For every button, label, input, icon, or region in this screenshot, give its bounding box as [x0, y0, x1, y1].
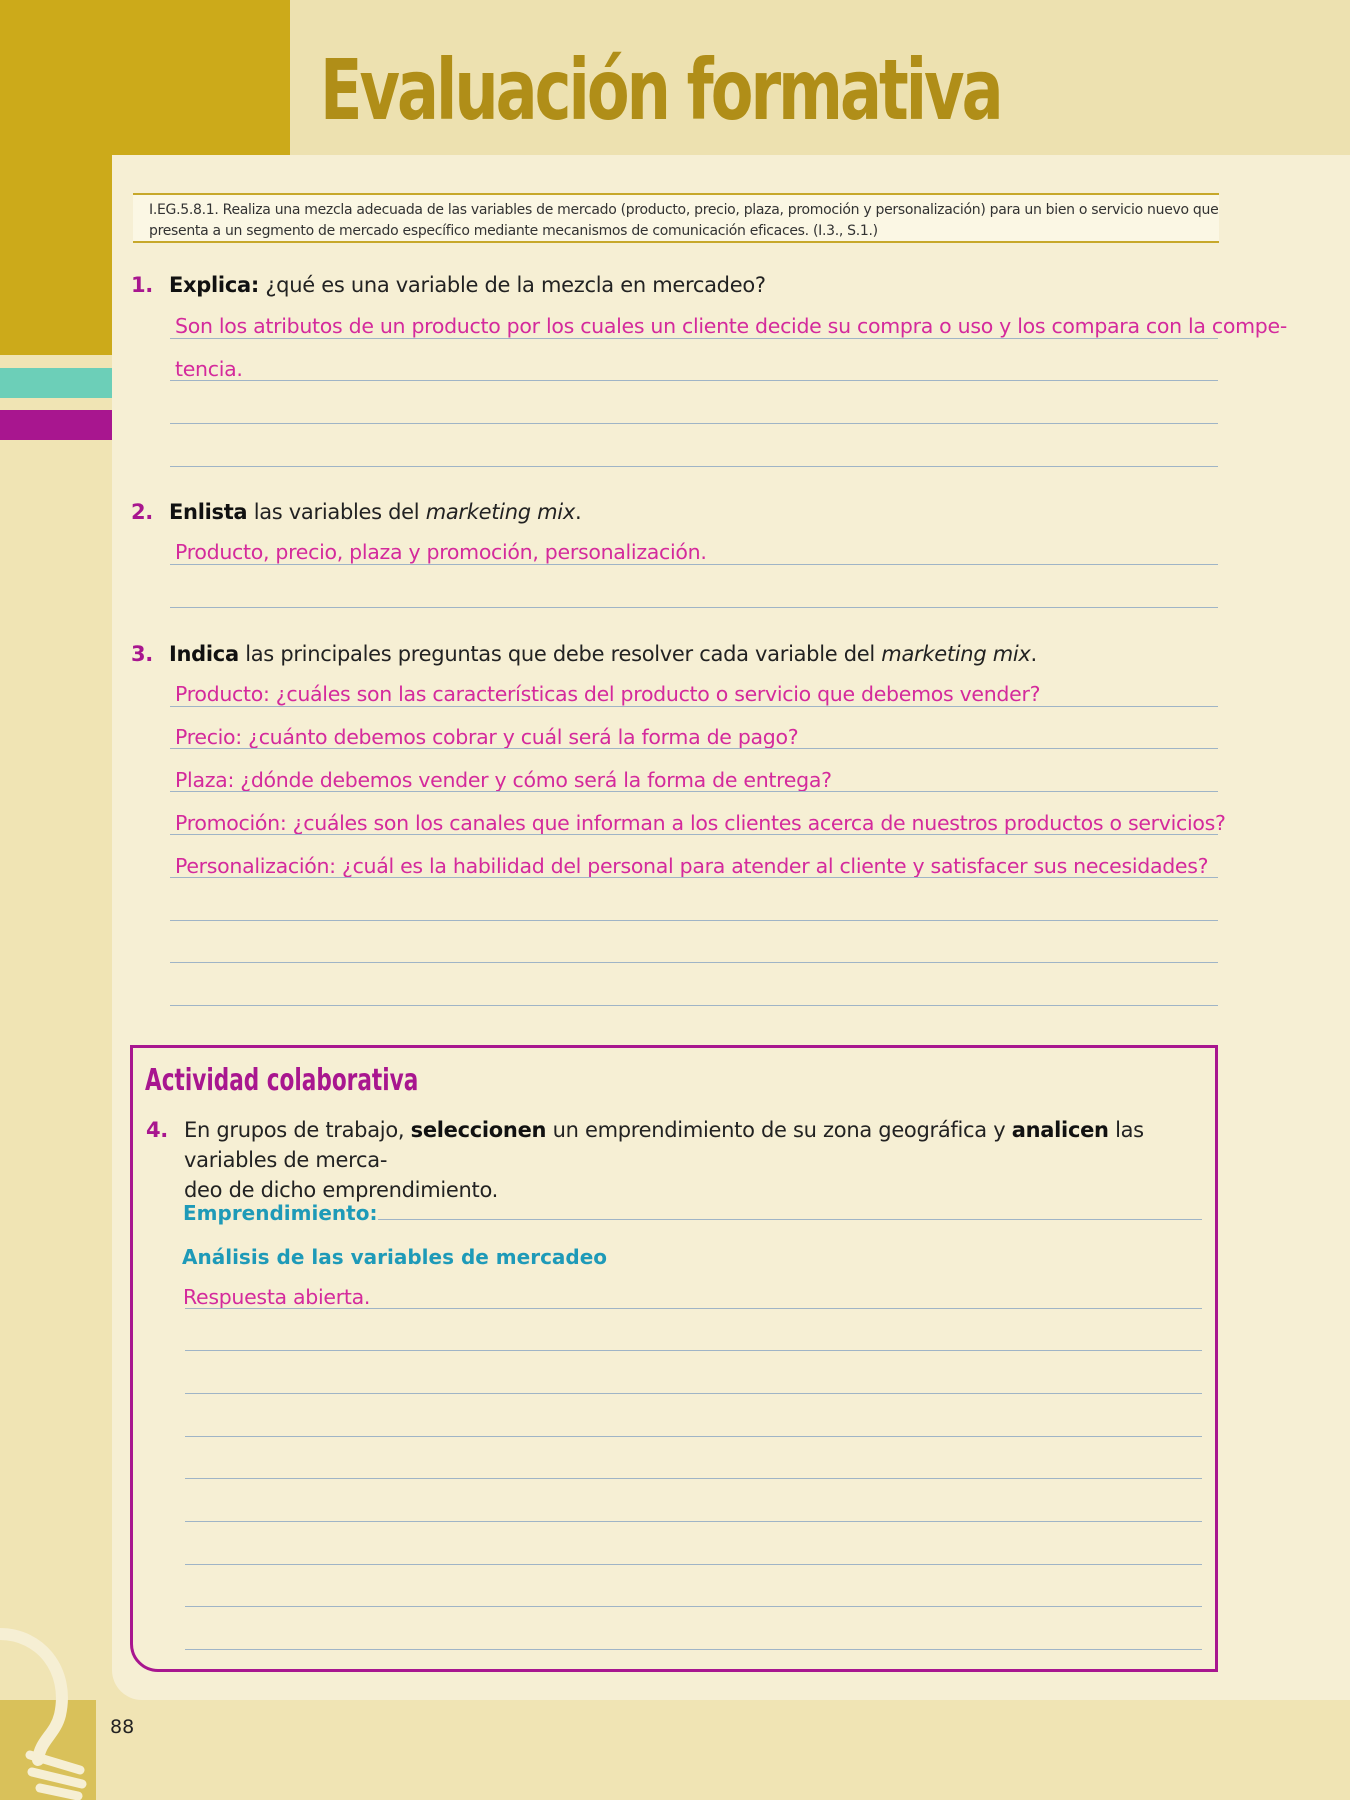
writing-line — [170, 834, 1218, 835]
evaluation-criteria — [133, 193, 1219, 243]
writing-line[interactable] — [185, 1393, 1202, 1394]
writing-line[interactable] — [185, 1564, 1202, 1565]
writing-line[interactable] — [185, 1308, 1202, 1309]
writing-line — [170, 380, 1218, 381]
page-title: Evaluación formativa — [320, 41, 1001, 139]
question-verb: Enlista — [169, 500, 248, 524]
question-verb: seleccionen — [410, 1118, 547, 1142]
text-segment: las variables de merca- — [184, 1118, 1144, 1172]
question-end: . — [574, 500, 582, 524]
answer-line: Producto: ¿cuáles son las características del producto o servicio que debemos vender? — [175, 682, 1041, 706]
writing-line — [170, 962, 1218, 963]
answer-line: Plaza: ¿dónde debemos vender y cómo será la forma de entrega? — [175, 768, 832, 792]
question-1 — [131, 273, 766, 297]
answer-line: Precio: ¿cuánto debemos cobrar y cuál será la forma de pago? — [175, 725, 799, 749]
text-segment: un emprendimiento de su zona geográfica y — [546, 1118, 1012, 1142]
writing-line[interactable] — [185, 1521, 1202, 1522]
writing-line — [170, 338, 1218, 339]
answer-line: Promoción: ¿cuáles son los canales que informan a los clientes acerca de nuestros productos o servicios? — [175, 811, 1226, 835]
question-number: 2. — [131, 500, 153, 524]
answer-line: Son los atributos de un producto por los cuales un cliente decide su compra o uso y los compara con la compe- — [175, 314, 1287, 338]
writing-line — [170, 564, 1218, 565]
question-text: las variables del — [247, 500, 426, 524]
question-verb: Indica — [169, 642, 239, 666]
question-italic: marketing mix — [881, 642, 1031, 666]
lightbulb-icon — [0, 1620, 100, 1800]
question-text: ¿qué es una variable de la mezcla en mercadeo? — [258, 273, 766, 297]
writing-line — [170, 1005, 1218, 1006]
text-segment: En grupos de trabajo, — [184, 1118, 411, 1142]
text-segment: deo de dicho emprendimiento. — [184, 1178, 499, 1202]
question-verb: Explica: — [169, 273, 259, 297]
emprendimiento-writing-line[interactable] — [378, 1219, 1202, 1220]
answer-line: tencia. — [175, 357, 243, 381]
question-verb: analicen — [1011, 1118, 1109, 1142]
question-2 — [131, 500, 581, 524]
magenta-accent-bar — [0, 410, 112, 440]
writing-line — [170, 466, 1218, 467]
answer-line: Personalización: ¿cuál es la habilidad del personal para atender al cliente y satisfacer sus necesidades? — [175, 854, 1209, 878]
writing-line[interactable] — [185, 1649, 1202, 1650]
writing-line — [170, 423, 1218, 424]
analysis-label: Análisis de las variables de mercadeo — [182, 1245, 608, 1269]
writing-line[interactable] — [185, 1606, 1202, 1607]
answer-line: Producto, precio, plaza y promoción, personalización. — [175, 540, 707, 564]
writing-line — [170, 877, 1218, 878]
question-3 — [131, 642, 1037, 666]
question-number: 4. — [146, 1118, 168, 1142]
page-number: 88 — [110, 1716, 135, 1738]
writing-line[interactable] — [185, 1478, 1202, 1479]
teal-accent-bar — [0, 368, 112, 398]
question-italic: marketing mix — [425, 500, 575, 524]
question-end: . — [1030, 642, 1037, 666]
writing-line — [170, 706, 1218, 707]
collaborative-activity-title: Actividad colaborativa — [145, 1063, 419, 1098]
criteria-line-2: presenta a un segmento de mercado específico mediante mecanismos de comunicación eficaces. (I.3., S.1.) — [149, 223, 878, 239]
question-text: las principales preguntas que debe resolver cada variable del — [238, 642, 882, 666]
writing-line — [170, 748, 1218, 749]
question-number: 1. — [131, 273, 153, 297]
emprendimiento-label: Emprendimiento: — [183, 1201, 378, 1225]
question-text — [184, 1115, 1206, 1205]
question-4 — [146, 1115, 1206, 1205]
writing-line[interactable] — [185, 1436, 1202, 1437]
writing-line — [170, 920, 1218, 921]
writing-line — [170, 791, 1218, 792]
question-number: 3. — [131, 642, 153, 666]
answer-line: Respuesta abierta. — [183, 1285, 371, 1309]
writing-line[interactable] — [185, 1350, 1202, 1351]
criteria-line-1: I.EG.5.8.1. Realiza una mezcla adecuada de las variables de mercado (producto, precio, plaza, promoción y personalización) para un bien o servicio nuevo que — [149, 202, 1219, 218]
writing-line — [170, 607, 1218, 608]
